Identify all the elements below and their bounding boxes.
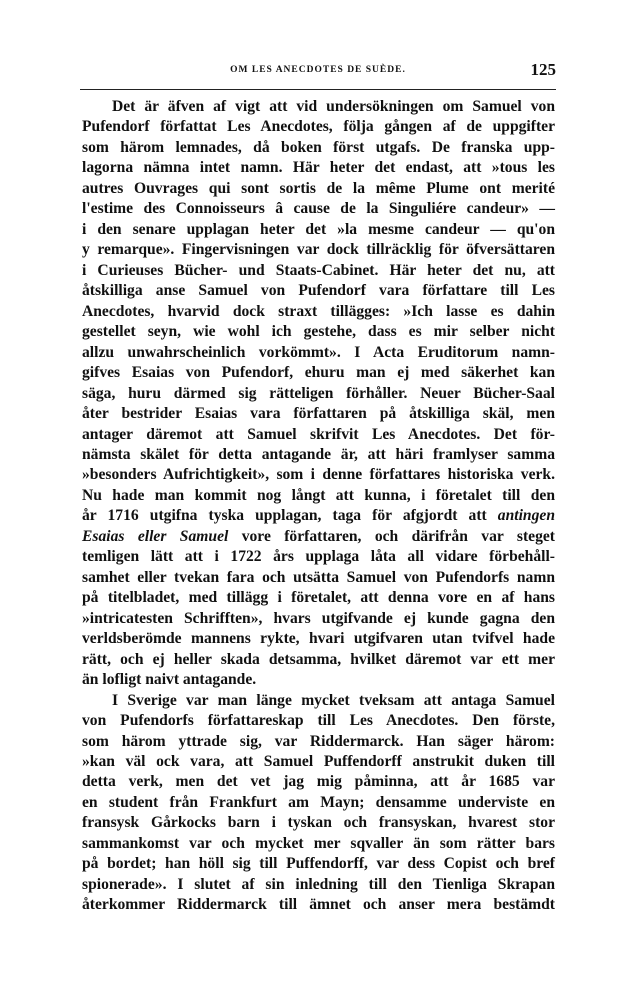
text-line [82, 711, 555, 731]
text-line [82, 527, 555, 547]
italic-text: antingen [497, 507, 555, 525]
line-text: gestellet seyn, wie wohl ich gestehe, dass es mir selber nicht [82, 323, 555, 341]
running-head [80, 62, 556, 80]
line-text: åtskilliga anse Samuel von Pufendorf vara författare till Les [82, 282, 555, 300]
line-text: l'estime des Connoisseurs â cause de la Singuliére candeur» — [82, 200, 555, 218]
line-text: än lofligt naivt antagande. [82, 671, 257, 689]
text-line [82, 568, 555, 588]
line-text: »intricatesten Schrifften», hvars utgifvande ej kunde gagna den [82, 609, 555, 627]
text-line [82, 895, 555, 915]
line-text: säga, huru därmed sig rätteligen förhåller. Neuer Bücher-Saal [82, 384, 555, 402]
text-line [82, 322, 555, 342]
text-line [82, 445, 555, 465]
line-text: »besonders Aufrichtigkeit», som i denne författares historiska verk. [82, 466, 555, 484]
line-text: antager däremot att Samuel skrifvit Les Anecdotes. Det för- [82, 425, 555, 443]
line-text: sammankomst var och mycket mer sqvaller än som rätter bars [82, 834, 555, 852]
body-text [82, 97, 555, 916]
text-line [82, 547, 555, 567]
line-text: åter bestrider Esaias vara författaren på åtskilliga skäl, men [82, 405, 555, 423]
text-line [82, 629, 555, 649]
line-text: som härom yttrade sig, var Riddermarck. Han säger härom: [82, 732, 555, 750]
line-text: år 1716 utgifna tyska upplagan, taga för afgjordt att [82, 507, 498, 525]
text-line [82, 793, 555, 813]
text-line [82, 158, 555, 178]
text-line [82, 384, 555, 404]
line-text: nämsta skälet för detta antagande är, att häri framlyser samma [82, 445, 555, 463]
text-line [82, 261, 555, 281]
line-text: Det är äfven af vigt att vid undersökningen om Samuel von [112, 98, 555, 115]
text-line [82, 486, 555, 506]
line-text: på titelbladet, med tillägg i företalet, att denna vore en af hans [82, 589, 555, 607]
text-line [82, 97, 555, 117]
line-text: lagorna nämna intet namn. Här heter det endast, att »tous les [82, 159, 555, 177]
text-line [82, 363, 555, 383]
line-text: »kan väl ock vara, att Samuel Puffendorff anstrukit duken till [82, 753, 555, 770]
text-line [82, 404, 555, 424]
text-line [82, 425, 555, 445]
line-text: i Curieuses Bücher- und Staats-Cabinet. Här heter det nu, att [82, 261, 555, 279]
line-text: samhet eller tvekan fara och utsätta Samuel von Pufendorfs namn [82, 568, 555, 586]
line-text: som härom lemnades, då boken först utgafs. De franska upp- [82, 138, 555, 156]
text-line [82, 506, 555, 526]
line-text: Nu hade man kommit nog långt att kunna, i företalet till den [82, 486, 555, 504]
text-line [82, 732, 555, 752]
line-text: vore författaren, och därifrån var steget [228, 527, 555, 545]
text-line [82, 588, 555, 608]
text-line [82, 854, 555, 874]
italic-text: Esaias eller Samuel [82, 527, 229, 545]
text-line [82, 179, 555, 199]
text-line [82, 240, 555, 260]
text-line [82, 281, 555, 301]
line-text: på bordet; han höll sig till Puffendorff, var dess Copist och bref [82, 855, 555, 873]
line-text: y remarque». Fingervisningen var dock tillräcklig för öfversättaren [82, 241, 555, 259]
text-line [82, 465, 555, 485]
running-head-title: OM LES ANECDOTES DE SUÈDE. [230, 65, 406, 75]
line-text: Anecdotes, hvarvid dock straxt tillägges: »Ich lasse es dahin [82, 302, 555, 320]
line-text: gifves Esaias von Pufendorf, ehuru man ej med säkerhet kan [82, 364, 555, 382]
page-number: 125 [530, 60, 556, 79]
text-line [82, 609, 555, 629]
line-text: allzu unwahrscheinlich vorkömmt». I Acta Eruditorum namn- [82, 343, 555, 361]
text-line [82, 875, 555, 895]
line-text: spionerade». I slutet af sin inledning till den Tienliga Skrapan [82, 875, 555, 893]
line-text: fransysk Gårkocks barn i tyskan och fransyskan, hvarest stor [82, 814, 555, 832]
text-line [82, 752, 555, 772]
text-line [82, 302, 555, 322]
line-text: återkommer Riddermarck till ämnet och anser mera bestämdt [82, 896, 555, 914]
line-text: rätt, och ej heller skada detsamma, hvilket däremot var ett mer [82, 650, 555, 668]
header-rule [80, 89, 556, 90]
text-line [82, 691, 555, 711]
text-line [82, 670, 555, 690]
line-text: en student från Frankfurt am Mayn; densamme underviste en [82, 793, 555, 811]
line-text: autres Ouvrages qui sont sortis de la même Plume ont merité [82, 179, 555, 197]
text-line [82, 199, 555, 219]
text-line [82, 772, 555, 792]
text-line [82, 220, 555, 240]
text-line [82, 117, 555, 137]
text-line [82, 138, 555, 158]
line-text: von Pufendorfs författareskap till Les Anecdotes. Den förste, [82, 712, 555, 730]
line-text: temligen lätt att i 1722 års upplaga låta all vidare förbehåll- [82, 548, 555, 566]
text-line [82, 650, 555, 670]
text-line [82, 813, 555, 833]
line-text: I Sverige var man länge mycket tveksam att antaga Samuel [112, 691, 555, 709]
line-text: Pufendorf författat Les Anecdotes, följa gången af de uppgifter [82, 118, 555, 136]
line-text: detta verk, men det vet jag mig påminna, att år 1685 var [82, 773, 555, 791]
text-line [82, 834, 555, 854]
text-line [82, 343, 555, 363]
line-text: i den senare upplagan heter det »la mesme candeur — qu'on [82, 220, 555, 238]
line-text: verldsberömde mannens rykte, hvari utgifvaren utan tvifvel hade [82, 630, 555, 648]
